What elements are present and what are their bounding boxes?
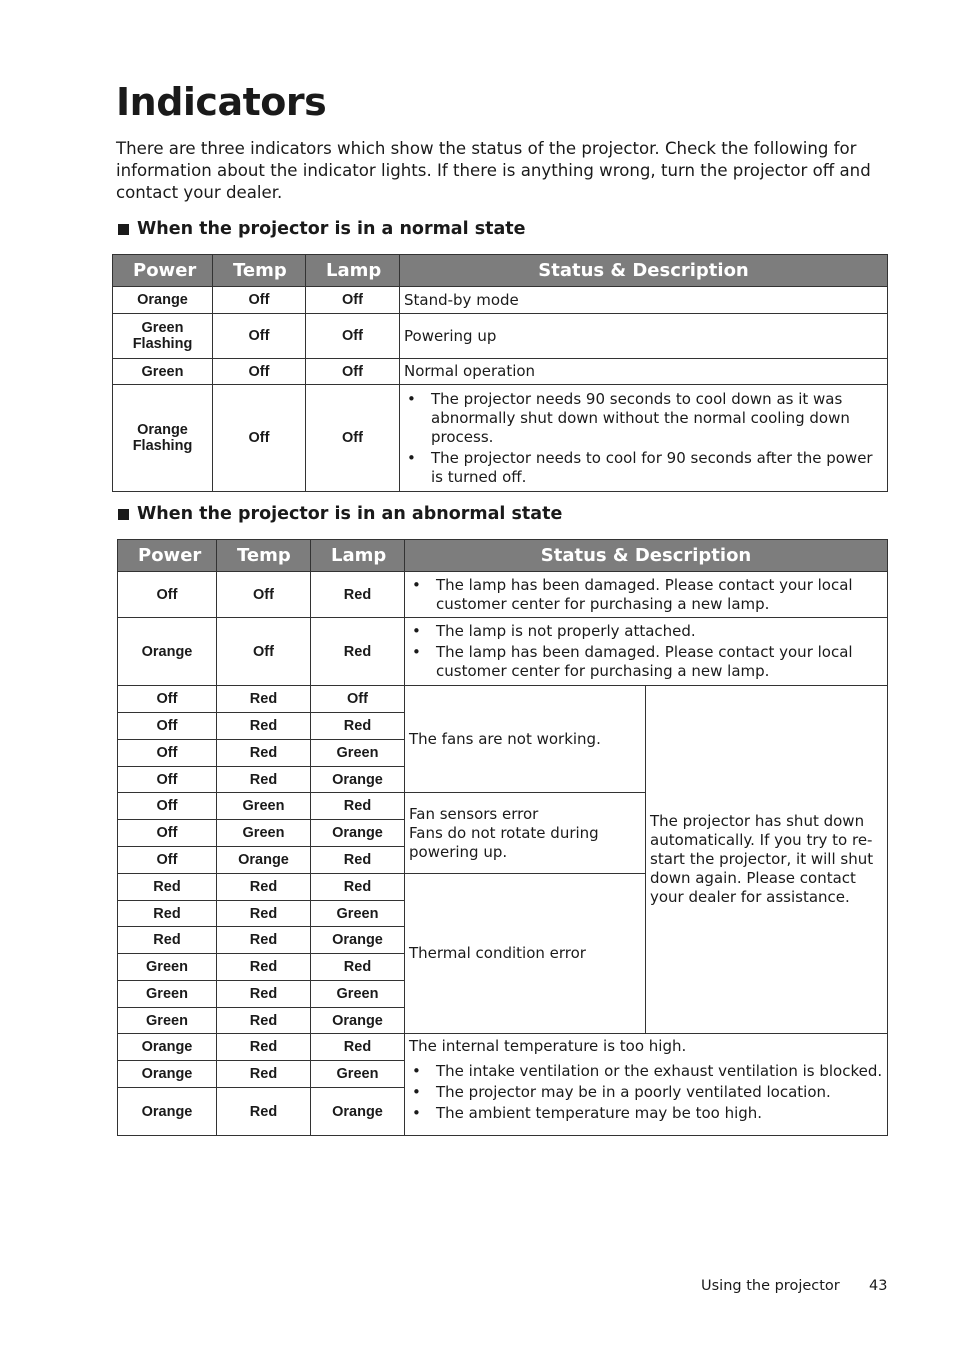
list-item: • The projector needs to cool for 90 seconds after the power is turned off. <box>404 449 883 487</box>
power-cell: Red <box>118 874 217 901</box>
lamp-cell: Red <box>311 954 405 981</box>
list-item: • The projector needs 90 seconds to cool down as it was abnormally shut down without the normal cooling down process. <box>404 390 883 447</box>
power-cell: Orange <box>118 1088 217 1136</box>
bullet-list <box>409 1062 883 1123</box>
internal-temp-cell <box>405 1034 888 1136</box>
power-cell: Green <box>113 359 213 385</box>
table-row <box>118 1034 888 1061</box>
power-line-2: Flashing <box>132 438 193 454</box>
abnormal-state-heading-text: When the projector is in an abnormal state <box>137 504 563 524</box>
lamp-cell: Green <box>311 981 405 1008</box>
lamp-cell: Orange <box>311 767 405 793</box>
power-cell: Off <box>118 740 217 767</box>
temp-cell: Orange <box>217 847 311 874</box>
lamp-header: Lamp <box>311 540 405 572</box>
fans-not-working-cell: The fans are not working. <box>405 686 646 793</box>
internal-temp-text: The internal temperature is too high. <box>409 1037 687 1055</box>
power-cell: Off <box>118 847 217 874</box>
power-cell <box>113 314 213 359</box>
fan-sensors-cell <box>405 793 646 874</box>
temp-cell: Red <box>217 740 311 767</box>
power-cell <box>113 385 213 492</box>
normal-state-table <box>112 254 888 492</box>
table-header-row <box>118 540 888 572</box>
page-title: Indicators <box>116 80 327 124</box>
bullet-list <box>409 576 883 614</box>
list-item: • The ambient temperature may be too high. <box>409 1104 883 1123</box>
list-item: • The lamp has been damaged. Please contact your local customer center for purchasing a new lamp. <box>409 576 883 614</box>
temp-cell: Red <box>217 1034 311 1061</box>
power-cell: Green <box>118 1008 217 1034</box>
lamp-cell: Off <box>311 686 405 713</box>
temp-cell: Green <box>217 820 311 847</box>
temp-cell: Red <box>217 1061 311 1088</box>
temp-cell: Off <box>213 385 306 492</box>
temp-cell: Red <box>217 686 311 713</box>
shutdown-cell: The projector has shut down automatically. If you try to re-start the projector, it will shut down again. Please contact your dealer for assistance. <box>646 686 888 1034</box>
lamp-cell: Red <box>311 847 405 874</box>
temp-header: Temp <box>213 255 306 287</box>
table-row <box>118 618 888 686</box>
lamp-cell: Red <box>311 713 405 740</box>
lamp-cell: Red <box>311 618 405 686</box>
temp-cell: Red <box>217 981 311 1008</box>
temp-cell: Red <box>217 713 311 740</box>
lamp-cell: Red <box>311 793 405 820</box>
abnormal-state-heading <box>118 504 562 524</box>
power-cell: Off <box>118 686 217 713</box>
list-item: • The lamp has been damaged. Please contact your local customer center for purchasing a new lamp. <box>409 643 883 681</box>
thermal-error-cell: Thermal condition error <box>405 874 646 1034</box>
power-cell: Green <box>118 954 217 981</box>
power-line-1: Orange <box>137 422 188 438</box>
bullet-list <box>409 622 883 681</box>
power-cell: Orange <box>118 618 217 686</box>
lamp-cell: Orange <box>311 1008 405 1034</box>
temp-cell: Red <box>217 901 311 927</box>
lamp-header: Lamp <box>306 255 400 287</box>
temp-cell: Off <box>217 572 311 618</box>
abnormal-state-table <box>117 539 888 1136</box>
temp-header: Temp <box>217 540 311 572</box>
lamp-cell: Red <box>311 1034 405 1061</box>
intro-paragraph: There are three indicators which show the status of the projector. Check the following for information about the indicator lights. If there is anything wrong, turn the projector off and contact your dealer. <box>116 139 871 202</box>
power-cell: Off <box>118 793 217 820</box>
description-cell: Stand-by mode <box>400 287 888 314</box>
temp-cell: Red <box>217 767 311 793</box>
power-cell: Orange <box>118 1034 217 1061</box>
temp-cell: Red <box>217 1088 311 1136</box>
power-cell: Orange <box>118 1061 217 1088</box>
power-cell: Off <box>118 572 217 618</box>
bullet-list <box>404 390 883 487</box>
status-header: Status & Description <box>405 540 888 572</box>
power-cell: Green <box>118 981 217 1008</box>
lamp-cell: Green <box>311 901 405 927</box>
temp-cell: Green <box>217 793 311 820</box>
description-cell <box>400 385 888 492</box>
power-cell: Off <box>118 767 217 793</box>
normal-state-heading <box>118 219 526 239</box>
list-item: • The lamp is not properly attached. <box>409 622 883 641</box>
lamp-cell: Red <box>311 572 405 618</box>
temp-cell: Red <box>217 927 311 954</box>
temp-cell: Red <box>217 1008 311 1034</box>
page-footer <box>0 1278 954 1298</box>
lamp-cell: Off <box>306 287 400 314</box>
table-row <box>113 359 888 385</box>
list-item: • The intake ventilation or the exhaust ventilation is blocked. <box>409 1062 883 1081</box>
description-cell: Powering up <box>400 314 888 359</box>
lamp-cell: Off <box>306 385 400 492</box>
power-line-1: Green <box>141 320 184 336</box>
temp-cell: Off <box>217 618 311 686</box>
table-row <box>113 385 888 492</box>
power-header: Power <box>113 255 213 287</box>
list-item: • The projector may be in a poorly ventilated location. <box>409 1083 883 1102</box>
temp-cell: Off <box>213 287 306 314</box>
temp-cell: Red <box>217 874 311 901</box>
square-bullet-icon <box>118 224 129 235</box>
lamp-cell: Off <box>306 359 400 385</box>
power-header: Power <box>118 540 217 572</box>
power-cell: Red <box>118 927 217 954</box>
table-row <box>113 287 888 314</box>
description-cell <box>405 618 888 686</box>
square-bullet-icon <box>118 509 129 520</box>
lamp-cell: Orange <box>311 820 405 847</box>
power-cell: Red <box>118 901 217 927</box>
lamp-cell: Orange <box>311 927 405 954</box>
table-row <box>113 314 888 359</box>
power-cell: Off <box>118 713 217 740</box>
table-header-row <box>113 255 888 287</box>
status-header: Status & Description <box>400 255 888 287</box>
power-line-2: Flashing <box>132 336 193 352</box>
fan-sensors-line-1: Fan sensors error <box>409 804 539 823</box>
table-row <box>118 686 888 713</box>
page-number: 43 <box>869 1278 888 1294</box>
power-cell: Off <box>118 820 217 847</box>
power-cell: Orange <box>113 287 213 314</box>
lamp-cell: Orange <box>311 1088 405 1136</box>
fan-sensors-line-2: Fans do not rotate during powering up. <box>409 823 599 861</box>
table-row <box>118 572 888 618</box>
normal-state-heading-text: When the projector is in a normal state <box>137 219 526 239</box>
temp-cell: Off <box>213 314 306 359</box>
description-cell <box>405 572 888 618</box>
temp-cell: Off <box>213 359 306 385</box>
lamp-cell: Green <box>311 1061 405 1088</box>
lamp-cell: Green <box>311 740 405 767</box>
footer-section-name: Using the projector <box>701 1278 840 1294</box>
lamp-cell: Red <box>311 874 405 901</box>
temp-cell: Red <box>217 954 311 981</box>
description-cell: Normal operation <box>400 359 888 385</box>
lamp-cell: Off <box>306 314 400 359</box>
